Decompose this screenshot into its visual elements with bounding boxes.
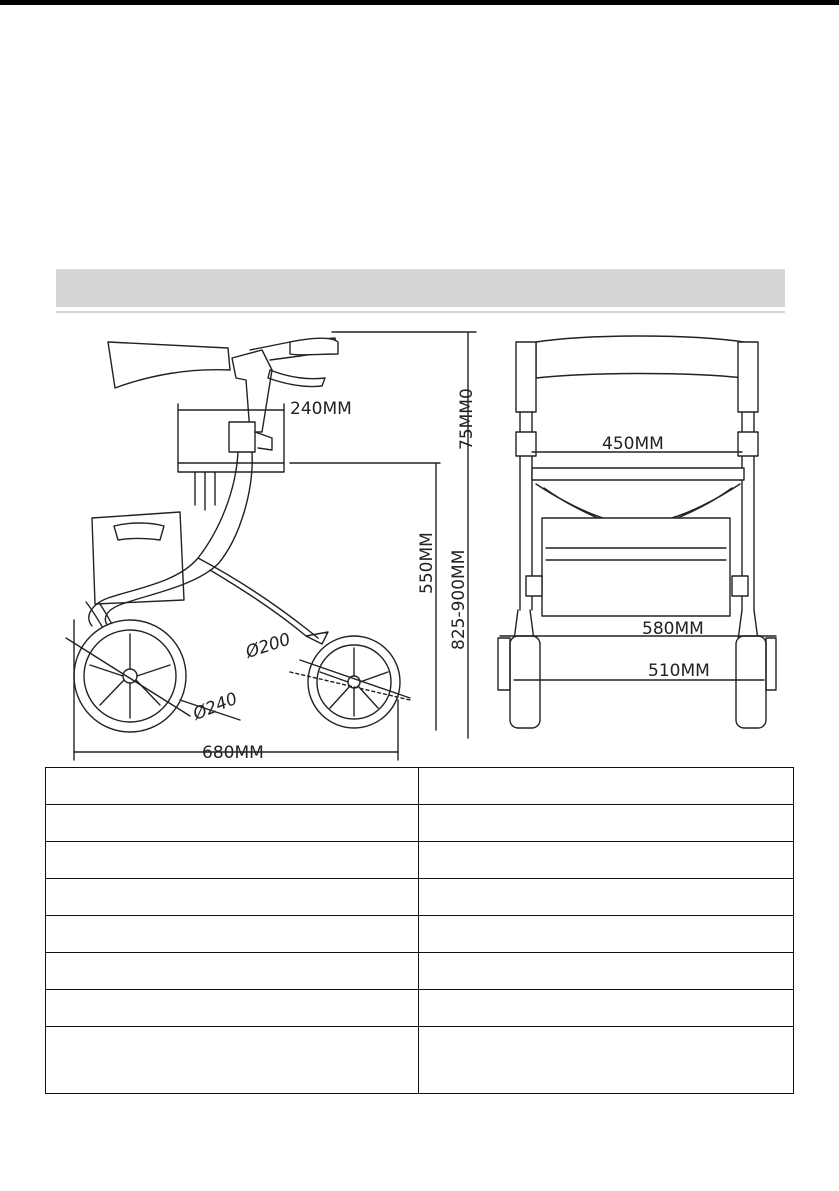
- label-seat-height: 550MM: [417, 532, 437, 594]
- table-cell: [419, 768, 794, 805]
- label-total-height: 75MM0: [457, 388, 477, 450]
- table-row: [46, 805, 794, 842]
- left-wheel: [510, 636, 540, 728]
- front-wheel: [74, 620, 186, 732]
- table-row: [46, 879, 794, 916]
- handle-post: [232, 350, 272, 432]
- basket: [92, 512, 184, 604]
- table-cell: [419, 990, 794, 1027]
- table-cell: [46, 879, 419, 916]
- label-front-wheel: Ø200: [243, 629, 294, 663]
- label-rear-wheel: Ø240: [190, 688, 241, 725]
- label-inner-width: 510MM: [648, 661, 710, 681]
- table-cell: [46, 1027, 419, 1094]
- handle-grip: [290, 338, 338, 355]
- front-seat: [532, 468, 744, 480]
- table-cell: [46, 768, 419, 805]
- section-divider: [56, 311, 785, 313]
- rear-wheel: [308, 636, 400, 728]
- table-cell: [46, 990, 419, 1027]
- label-length: 680MM: [202, 743, 264, 763]
- top-rule: [0, 0, 839, 5]
- table-cell: [419, 1027, 794, 1094]
- front-view: [498, 336, 776, 728]
- right-handle: [738, 342, 758, 412]
- brake-lever: [268, 370, 325, 387]
- table-row: [46, 1027, 794, 1094]
- table-row: [46, 990, 794, 1027]
- table-row: [46, 842, 794, 879]
- table-cell: [419, 805, 794, 842]
- right-wheel: [736, 636, 766, 728]
- side-view: [66, 332, 476, 760]
- table-cell: [46, 953, 419, 990]
- table-row: [46, 768, 794, 805]
- table-row: [46, 953, 794, 990]
- label-handle-height: 825-900MM: [449, 549, 469, 650]
- specification-table: [45, 767, 794, 1094]
- label-seat-width: 450MM: [602, 434, 664, 454]
- table-cell: [46, 805, 419, 842]
- left-handle: [516, 342, 536, 412]
- table-row: [46, 916, 794, 953]
- table-cell: [46, 842, 419, 879]
- section-header-bar: [56, 269, 785, 307]
- front-basket: [542, 518, 730, 616]
- label-overall-width: 580MM: [642, 619, 704, 639]
- backrest: [108, 342, 230, 388]
- rollator-technical-drawing: [0, 320, 839, 765]
- label-240mm: 240MM: [290, 399, 352, 419]
- table-cell: [46, 916, 419, 953]
- seat-bracket: [178, 463, 284, 472]
- table-cell: [419, 953, 794, 990]
- table-cell: [419, 916, 794, 953]
- front-backrest: [536, 336, 744, 378]
- table-cell: [419, 842, 794, 879]
- height-clamp: [229, 422, 255, 452]
- table-cell: [419, 879, 794, 916]
